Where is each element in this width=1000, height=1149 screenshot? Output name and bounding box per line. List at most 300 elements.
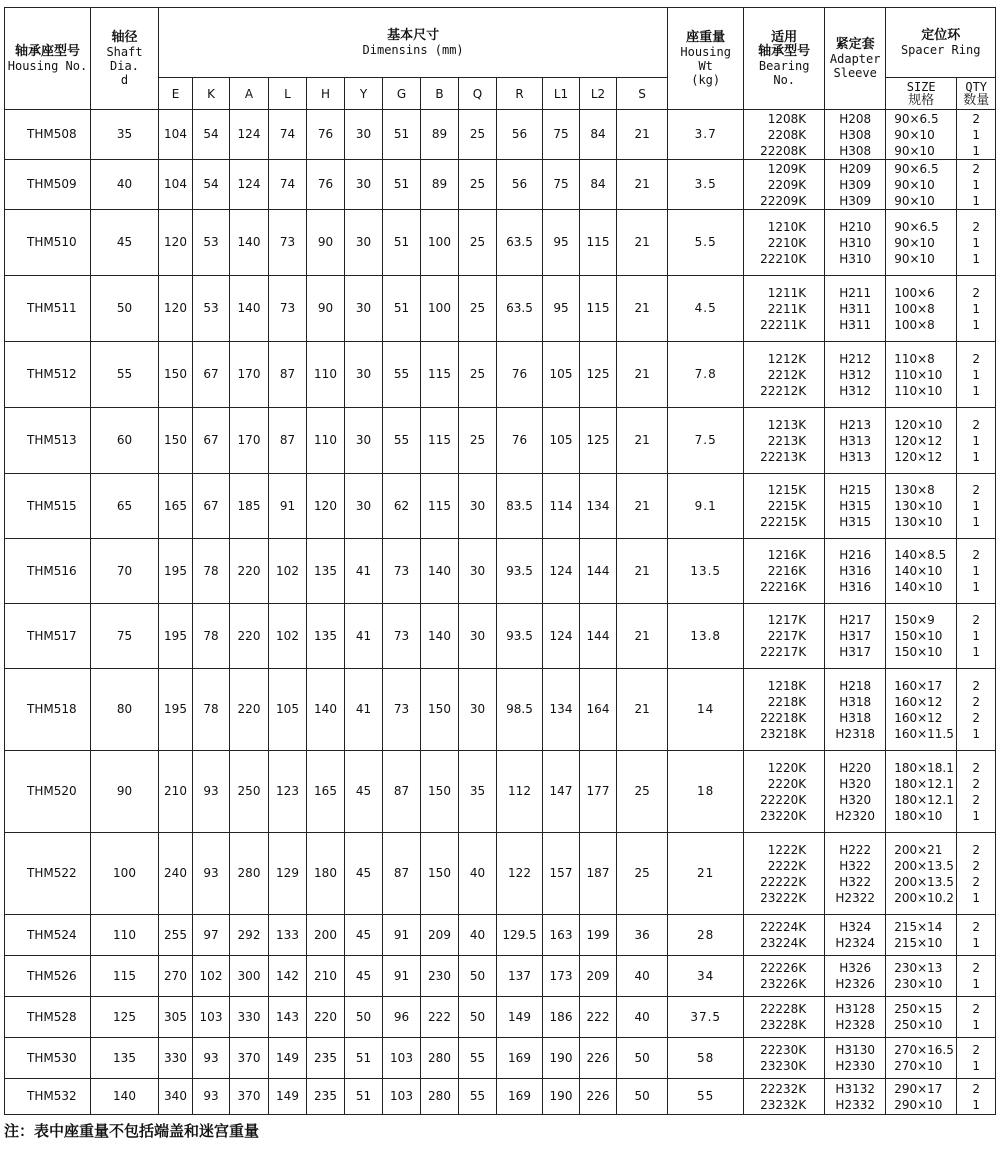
dimension-cell-k: 54	[193, 160, 230, 210]
dimension-cell-r: 122	[497, 833, 543, 915]
dimension-cell-r: 83.5	[497, 474, 543, 539]
dimension-cell-s: 21	[617, 474, 668, 539]
spacer-qty-item: 1	[972, 1018, 981, 1032]
housing-weight-cell: 58	[668, 1038, 744, 1079]
adapter-sleeve-cell	[825, 539, 886, 604]
spacer-qty-item: 2	[972, 760, 981, 775]
adapter-sleeve-item: H316	[839, 580, 872, 594]
spacer-qty-item: 2	[972, 351, 981, 366]
spacer-qty-item: 2	[972, 842, 981, 857]
adapter-sleeve-item: H211	[839, 285, 872, 300]
spacer-qty-item: 2	[972, 417, 981, 432]
adapter-sleeve-item: H2324	[835, 936, 875, 950]
dimension-cell-b: 115	[421, 342, 459, 408]
dimension-cell-l: 102	[269, 539, 307, 604]
adapter-sleeve-item: H308	[839, 127, 872, 142]
spacer-size-item: 160×11.5	[894, 726, 954, 741]
dimension-cell-b: 280	[421, 1038, 459, 1079]
housing-model-cell: THM520	[5, 751, 91, 833]
spacer-size-cell	[886, 474, 957, 539]
spacer-size-item: 140×10	[894, 564, 943, 578]
spacer-qty-item: 1	[972, 890, 981, 905]
dimension-cell-k: 78	[193, 539, 230, 604]
dimension-cell-s: 40	[617, 997, 668, 1038]
shaft-dia-cell: 80	[91, 669, 159, 751]
header-adapter-sleeve: 紧定套 Adapter Sleeve	[825, 8, 886, 110]
spacer-size-item: 180×10	[894, 808, 943, 823]
dimension-cell-q: 50	[459, 956, 497, 997]
spacer-qty-item: 2	[972, 1002, 981, 1016]
housing-model-cell: THM509	[5, 160, 91, 210]
spacer-qty-item: 2	[972, 285, 981, 300]
adapter-sleeve-item: H2330	[835, 1059, 875, 1073]
dimension-cell-l1: 105	[543, 342, 580, 408]
shaft-dia-cell: 65	[91, 474, 159, 539]
dimension-cell-r: 98.5	[497, 669, 543, 751]
housing-model-cell: THM518	[5, 669, 91, 751]
adapter-sleeve-item: H210	[839, 219, 872, 234]
housing-weight-cell: 13.5	[668, 539, 744, 604]
shaft-dia-cell: 90	[91, 751, 159, 833]
spacer-qty-item: 1	[972, 515, 981, 529]
bearing-no-item: 22213K	[760, 449, 807, 464]
dimension-cell-s: 25	[617, 751, 668, 833]
dimension-cell-s: 40	[617, 956, 668, 997]
bearing-no-cell	[744, 276, 825, 342]
bearing-no-item: 1211K	[767, 285, 807, 300]
dimension-cell-l1: 95	[543, 276, 580, 342]
dimension-cell-l: 87	[269, 342, 307, 408]
housing-weight-cell: 4.5	[668, 276, 744, 342]
bearing-no-item: 2216K	[767, 564, 807, 578]
table-row	[5, 342, 996, 408]
spacer-size-item: 120×12	[894, 433, 943, 448]
bearing-no-cell	[744, 669, 825, 751]
dimension-cell-l1: 134	[543, 669, 580, 751]
housing-model-cell: THM530	[5, 1038, 91, 1079]
dimension-cell-l1: 124	[543, 604, 580, 669]
spacer-qty-item: 1	[972, 235, 981, 250]
spacer-size-cell	[886, 956, 957, 997]
shaft-dia-cell: 70	[91, 539, 159, 604]
spacer-size-item: 290×17	[894, 1081, 943, 1096]
housing-weight-cell: 55	[668, 1079, 744, 1115]
bearing-no-cell	[744, 110, 825, 160]
bearing-no-item: 1217K	[767, 613, 807, 627]
dimension-cell-y: 51	[345, 1079, 383, 1115]
housing-model-cell: THM526	[5, 956, 91, 997]
dimension-cell-a: 170	[230, 408, 269, 474]
dimension-cell-r: 129.5	[497, 915, 543, 956]
spacer-qty-cell	[957, 956, 996, 997]
dimension-cell-h: 135	[307, 539, 345, 604]
bearing-no-item: 22232K	[760, 1081, 807, 1096]
adapter-sleeve-item: H213	[839, 417, 872, 432]
spacer-size-item: 230×10	[894, 977, 943, 991]
adapter-sleeve-item: H3130	[835, 1043, 875, 1057]
housing-model-cell: THM512	[5, 342, 91, 408]
spacer-size-item: 270×10	[894, 1059, 943, 1073]
dimension-cell-r: 169	[497, 1079, 543, 1115]
housing-model-cell: THM515	[5, 474, 91, 539]
dimension-cell-h: 140	[307, 669, 345, 751]
dimension-cell-a: 292	[230, 915, 269, 956]
dimension-cell-e: 104	[159, 160, 193, 210]
spacer-size-cell	[886, 604, 957, 669]
spacer-qty-item: 2	[972, 483, 981, 497]
dimension-cell-e: 120	[159, 276, 193, 342]
spacer-size-item: 150×9	[894, 613, 935, 627]
table-row	[5, 1038, 996, 1079]
dimension-cell-g: 103	[383, 1079, 421, 1115]
dimension-cell-b: 89	[421, 110, 459, 160]
adapter-sleeve-item: H320	[839, 776, 872, 791]
bearing-no-item: 1218K	[767, 678, 807, 693]
dimension-cell-r: 56	[497, 110, 543, 160]
table-row	[5, 833, 996, 915]
dimension-cell-g: 55	[383, 342, 421, 408]
shaft-dia-cell: 35	[91, 110, 159, 160]
dimension-cell-h: 165	[307, 751, 345, 833]
adapter-sleeve-cell	[825, 1038, 886, 1079]
spacer-qty-item: 2	[972, 161, 981, 176]
bearing-no-item: 23228K	[760, 1018, 807, 1032]
adapter-sleeve-item: H311	[839, 317, 872, 332]
dimension-cell-h: 180	[307, 833, 345, 915]
bearing-no-item: 22216K	[760, 580, 807, 594]
bearing-no-item: 22228K	[760, 1002, 807, 1016]
dimension-cell-k: 67	[193, 408, 230, 474]
spacer-qty-item: 1	[972, 127, 981, 142]
table-row	[5, 915, 996, 956]
spacer-size-item: 150×10	[894, 645, 943, 659]
spacer-size-item: 100×8	[894, 317, 935, 332]
dimension-cell-e: 270	[159, 956, 193, 997]
bearing-no-item: 1210K	[767, 219, 807, 234]
dimension-cell-q: 25	[459, 342, 497, 408]
adapter-sleeve-item: H316	[839, 564, 872, 578]
header-shaft-dia: 轴径 Shaft Dia. d	[91, 8, 159, 110]
adapter-sleeve-item: H212	[839, 351, 872, 366]
dimension-cell-g: 73	[383, 669, 421, 751]
adapter-sleeve-item: H320	[839, 792, 872, 807]
table-row	[5, 276, 996, 342]
dimension-cell-b: 89	[421, 160, 459, 210]
bearing-no-item: 23218K	[760, 726, 807, 741]
spacer-size-item: 215×10	[894, 936, 943, 950]
dimension-cell-g: 91	[383, 956, 421, 997]
dimension-cell-e: 150	[159, 408, 193, 474]
spacer-size-item: 180×18.1	[894, 760, 954, 775]
dimension-cell-y: 50	[345, 997, 383, 1038]
dimension-cell-g: 96	[383, 997, 421, 1038]
dimension-cell-q: 55	[459, 1079, 497, 1115]
dimension-cell-e: 240	[159, 833, 193, 915]
bearing-no-item: 22209K	[760, 193, 807, 208]
spacer-size-cell	[886, 669, 957, 751]
bearing-no-item: 2210K	[767, 235, 807, 250]
spacer-qty-cell	[957, 751, 996, 833]
shaft-dia-cell: 140	[91, 1079, 159, 1115]
spacer-qty-cell	[957, 1079, 996, 1115]
dimension-cell-l: 129	[269, 833, 307, 915]
bearing-no-cell	[744, 833, 825, 915]
bearing-no-item: 22211K	[760, 317, 807, 332]
dimension-cell-g: 91	[383, 915, 421, 956]
spacer-size-item: 270×16.5	[894, 1043, 954, 1057]
dimension-cell-h: 76	[307, 160, 345, 210]
housing-weight-cell: 3.5	[668, 160, 744, 210]
adapter-sleeve-item: H215	[839, 483, 872, 497]
spacer-size-item: 90×10	[894, 235, 935, 250]
dimension-cell-k: 97	[193, 915, 230, 956]
bearing-no-item: 1215K	[767, 483, 807, 497]
dimension-cell-a: 370	[230, 1038, 269, 1079]
shaft-dia-cell: 55	[91, 342, 159, 408]
spacer-qty-item: 1	[972, 580, 981, 594]
dimension-cell-r: 63.5	[497, 210, 543, 276]
dimension-cell-y: 41	[345, 669, 383, 751]
bearing-no-cell	[744, 604, 825, 669]
spacer-size-cell	[886, 342, 957, 408]
adapter-sleeve-item: H315	[839, 499, 872, 513]
housing-weight-cell: 34	[668, 956, 744, 997]
bearing-no-item: 1222K	[767, 842, 807, 857]
spacer-qty-item: 2	[972, 792, 981, 807]
adapter-sleeve-item: H209	[839, 161, 872, 176]
spacer-qty-cell	[957, 997, 996, 1038]
dimension-cell-g: 87	[383, 833, 421, 915]
dimension-cell-a: 124	[230, 160, 269, 210]
dimension-cell-l: 133	[269, 915, 307, 956]
dimension-cell-s: 21	[617, 539, 668, 604]
dimension-cell-b: 115	[421, 408, 459, 474]
dimension-cell-l1: 75	[543, 110, 580, 160]
dimension-cell-y: 30	[345, 408, 383, 474]
spacer-qty-item: 1	[972, 251, 981, 266]
spacer-size-cell	[886, 997, 957, 1038]
housing-weight-cell: 18	[668, 751, 744, 833]
adapter-sleeve-item: H3128	[835, 1002, 875, 1016]
spacer-size-item: 200×13.5	[894, 858, 954, 873]
dimension-cell-y: 30	[345, 276, 383, 342]
shaft-dia-cell: 125	[91, 997, 159, 1038]
spacer-size-item: 100×8	[894, 301, 935, 316]
dimension-cell-g: 87	[383, 751, 421, 833]
table-row	[5, 997, 996, 1038]
spacer-size-item: 200×21	[894, 842, 943, 857]
dimension-cell-s: 21	[617, 160, 668, 210]
spacer-qty-item: 1	[972, 1097, 981, 1112]
dimension-cell-l1: 190	[543, 1079, 580, 1115]
housing-weight-cell: 28	[668, 915, 744, 956]
dimension-cell-q: 55	[459, 1038, 497, 1079]
spacer-qty-cell	[957, 539, 996, 604]
dimension-cell-l1: 190	[543, 1038, 580, 1079]
spacer-size-item: 90×10	[894, 127, 935, 142]
spacer-qty-item: 2	[972, 613, 981, 627]
bearing-no-cell	[744, 210, 825, 276]
spacer-qty-item: 2	[972, 961, 981, 975]
dimension-cell-y: 41	[345, 539, 383, 604]
adapter-sleeve-item: H217	[839, 613, 872, 627]
adapter-sleeve-cell	[825, 110, 886, 160]
dimension-cell-l2: 144	[580, 604, 617, 669]
adapter-sleeve-item: H317	[839, 629, 872, 643]
dimension-cell-h: 235	[307, 1038, 345, 1079]
spacer-size-item: 180×12.1	[894, 776, 954, 791]
adapter-sleeve-item: H310	[839, 251, 872, 266]
dimension-cell-e: 104	[159, 110, 193, 160]
housing-model-cell: THM516	[5, 539, 91, 604]
bearing-no-item: 23226K	[760, 977, 807, 991]
dimension-cell-l1: 163	[543, 915, 580, 956]
housing-weight-cell: 9.1	[668, 474, 744, 539]
spacer-size-item: 90×6.5	[894, 161, 939, 176]
dimension-cell-a: 370	[230, 1079, 269, 1115]
dimension-cell-l: 74	[269, 110, 307, 160]
dimension-cell-h: 90	[307, 210, 345, 276]
dimension-cell-k: 93	[193, 1079, 230, 1115]
spacer-size-cell	[886, 276, 957, 342]
spacer-qty-item: 1	[972, 564, 981, 578]
dimension-cell-a: 250	[230, 751, 269, 833]
dimension-cell-b: 140	[421, 604, 459, 669]
dimension-cell-h: 90	[307, 276, 345, 342]
dimension-cell-k: 67	[193, 342, 230, 408]
dimension-cell-q: 25	[459, 408, 497, 474]
spacer-qty-item: 2	[972, 694, 981, 709]
bearing-no-cell	[744, 956, 825, 997]
adapter-sleeve-item: H3132	[835, 1081, 875, 1096]
dimension-cell-l2: 84	[580, 160, 617, 210]
adapter-sleeve-cell	[825, 160, 886, 210]
header-col-k: K	[193, 78, 230, 110]
dimension-cell-s: 21	[617, 604, 668, 669]
spacer-size-cell	[886, 751, 957, 833]
dimension-cell-e: 165	[159, 474, 193, 539]
dimension-cell-g: 51	[383, 276, 421, 342]
dimension-cell-s: 21	[617, 110, 668, 160]
bearing-no-item: 1212K	[767, 351, 807, 366]
bearing-no-item: 22210K	[760, 251, 807, 266]
dimension-cell-l: 149	[269, 1079, 307, 1115]
housing-weight-cell: 5.5	[668, 210, 744, 276]
dimension-cell-a: 220	[230, 539, 269, 604]
bearing-no-item: 23220K	[760, 808, 807, 823]
dimension-cell-k: 93	[193, 751, 230, 833]
dimension-cell-b: 100	[421, 276, 459, 342]
dimension-cell-k: 102	[193, 956, 230, 997]
dimension-cell-l1: 173	[543, 956, 580, 997]
dimension-cell-l: 102	[269, 604, 307, 669]
bearing-no-item: 2218K	[767, 694, 807, 709]
dimension-cell-a: 140	[230, 276, 269, 342]
dimension-cell-e: 120	[159, 210, 193, 276]
bearing-no-item: 2220K	[767, 776, 807, 791]
spacer-size-item: 180×12.1	[894, 792, 954, 807]
spacer-size-item: 90×6.5	[894, 111, 939, 126]
bearing-no-item: 22217K	[760, 645, 807, 659]
dimension-cell-r: 76	[497, 342, 543, 408]
dimension-cell-l2: 164	[580, 669, 617, 751]
dimension-cell-y: 45	[345, 751, 383, 833]
spacer-qty-item: 1	[972, 1059, 981, 1073]
adapter-sleeve-item: H318	[839, 710, 872, 725]
adapter-sleeve-item: H311	[839, 301, 872, 316]
bearing-no-item: 23230K	[760, 1059, 807, 1073]
adapter-sleeve-item: H216	[839, 548, 872, 562]
spacer-qty-cell	[957, 342, 996, 408]
spacer-size-item: 130×10	[894, 515, 943, 529]
adapter-sleeve-cell	[825, 474, 886, 539]
dimension-cell-b: 150	[421, 833, 459, 915]
bearing-no-item: 2208K	[767, 127, 807, 142]
spacer-qty-item: 2	[972, 710, 981, 725]
dimension-cell-e: 195	[159, 669, 193, 751]
spacer-qty-cell	[957, 408, 996, 474]
dimension-cell-l: 87	[269, 408, 307, 474]
dimension-cell-l2: 177	[580, 751, 617, 833]
dimension-cell-l2: 187	[580, 833, 617, 915]
spacer-size-item: 160×17	[894, 678, 943, 693]
dimension-cell-s: 21	[617, 408, 668, 474]
adapter-sleeve-item: H326	[839, 961, 872, 975]
housing-model-cell: THM522	[5, 833, 91, 915]
spacer-qty-cell	[957, 669, 996, 751]
bearing-no-item: 22220K	[760, 792, 807, 807]
spacer-qty-item: 1	[972, 177, 981, 192]
adapter-sleeve-cell	[825, 342, 886, 408]
spacer-qty-item: 1	[972, 367, 981, 382]
adapter-sleeve-item: H2318	[835, 726, 875, 741]
dimension-cell-e: 305	[159, 997, 193, 1038]
dimension-cell-g: 51	[383, 110, 421, 160]
dimension-cell-a: 330	[230, 997, 269, 1038]
dimension-cell-e: 340	[159, 1079, 193, 1115]
bearing-no-item: 23222K	[760, 890, 807, 905]
dimension-cell-r: 63.5	[497, 276, 543, 342]
bearing-no-item: 2217K	[767, 629, 807, 643]
dimension-cell-h: 110	[307, 342, 345, 408]
spacer-size-item: 130×10	[894, 499, 943, 513]
adapter-sleeve-item: H222	[839, 842, 872, 857]
table-row	[5, 669, 996, 751]
adapter-sleeve-item: H308	[839, 143, 872, 158]
dimension-cell-q: 35	[459, 751, 497, 833]
bearing-no-item: 22224K	[760, 920, 807, 934]
spacer-size-item: 250×15	[894, 1002, 943, 1016]
adapter-sleeve-item: H309	[839, 177, 872, 192]
dimension-cell-e: 330	[159, 1038, 193, 1079]
adapter-sleeve-cell	[825, 604, 886, 669]
spacer-size-item: 120×12	[894, 449, 943, 464]
spacer-size-item: 90×10	[894, 251, 935, 266]
dimension-cell-h: 220	[307, 997, 345, 1038]
dimension-cell-l1: 124	[543, 539, 580, 604]
spacer-size-item: 120×10	[894, 417, 943, 432]
dimension-cell-k: 53	[193, 210, 230, 276]
dimension-cell-q: 30	[459, 669, 497, 751]
adapter-sleeve-cell	[825, 276, 886, 342]
table-row	[5, 474, 996, 539]
adapter-sleeve-cell	[825, 669, 886, 751]
housing-model-cell: THM513	[5, 408, 91, 474]
dimension-cell-l: 143	[269, 997, 307, 1038]
dimension-cell-q: 25	[459, 210, 497, 276]
adapter-sleeve-item: H315	[839, 515, 872, 529]
dimension-cell-s: 36	[617, 915, 668, 956]
